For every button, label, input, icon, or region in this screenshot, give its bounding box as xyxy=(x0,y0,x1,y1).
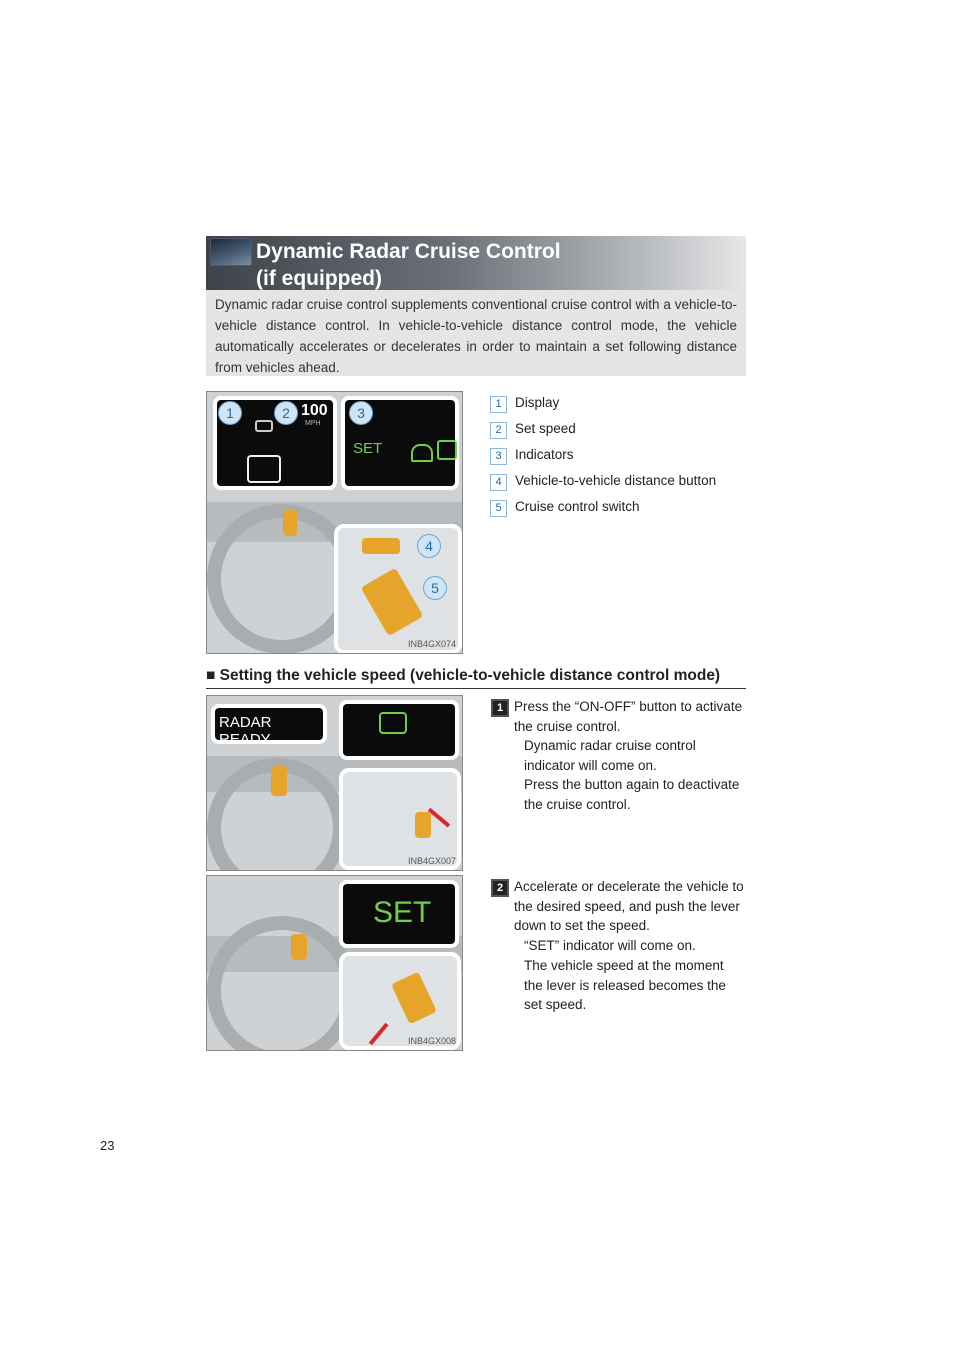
set-display xyxy=(339,880,459,948)
legend-label: Cruise control switch xyxy=(515,499,640,514)
press-arrow-icon xyxy=(428,808,450,828)
page-title xyxy=(256,238,561,292)
legend-label: Display xyxy=(515,395,560,410)
callout-1: 1 xyxy=(218,401,242,425)
legend-label: Vehicle-to-vehicle distance button xyxy=(515,473,717,488)
figure-overview xyxy=(206,391,463,654)
radar-cruise-indicator-icon xyxy=(379,712,407,734)
step-number: 2 xyxy=(491,879,509,897)
cruise-lever-shape xyxy=(391,972,437,1025)
step-text: Accelerate or decelerate the vehicle to the desired speed, and push the lever down to set the speed. xyxy=(514,879,744,933)
legend-number: 2 xyxy=(490,422,507,439)
legend-number: 1 xyxy=(490,396,507,413)
figure-set-speed xyxy=(206,875,463,1051)
header-thumbnail-image xyxy=(210,238,252,266)
step-text: Press the “ON-OFF” button to activate the cruise control. xyxy=(514,699,743,734)
cruise-indicator-icon xyxy=(411,444,433,462)
figure-code: INB4GX074 xyxy=(407,639,456,649)
push-down-arrow-icon xyxy=(369,1023,389,1045)
step-subtext: The vehicle speed at the moment the lever is released becomes the set speed. xyxy=(524,958,726,1012)
section-divider xyxy=(206,688,746,689)
distance-button-shape xyxy=(362,538,400,554)
lever-highlight xyxy=(271,766,287,796)
step-number: 1 xyxy=(491,699,509,717)
callout-2: 2 xyxy=(274,401,298,425)
radar-ready-display xyxy=(211,704,327,748)
switch-inset xyxy=(339,768,461,870)
legend-label: Set speed xyxy=(515,421,576,436)
lever-highlight xyxy=(291,934,307,960)
step-subtext: Press the button again to deactivate the cruise control. xyxy=(524,777,740,812)
legend-number: 4 xyxy=(490,474,507,491)
radar-ready-text: RADAR READY xyxy=(219,714,272,748)
callout-4: 4 xyxy=(417,534,441,558)
own-car-icon xyxy=(247,455,281,483)
title-line-1: Dynamic Radar Cruise Control xyxy=(256,240,561,263)
step-subtext: Dynamic radar cruise control indicator will come on. xyxy=(524,738,696,773)
callout-3: 3 xyxy=(349,401,373,425)
speed-readout: 100 xyxy=(301,402,328,419)
radar-indicator-display xyxy=(339,700,459,760)
lever-highlight xyxy=(283,510,297,536)
legend-number: 3 xyxy=(490,448,507,465)
cruise-lever-shape xyxy=(361,568,424,636)
page-number: 23 xyxy=(100,1138,115,1153)
figure-radar-ready xyxy=(206,695,463,871)
intro-text: Dynamic radar cruise control supplements conventional cruise control with a vehicle-to-vehicle distance control. In vehicle-to-vehicle distance control mode, the vehicle automatically accelerates or decelerates in order to maintain a set following distance from vehicles ahead. xyxy=(215,297,737,375)
figure-code: INB4GX008 xyxy=(407,1036,456,1046)
set-indicator-text: SET xyxy=(373,896,432,929)
speed-unit: MPH xyxy=(305,420,321,427)
on-off-button-shape xyxy=(415,812,431,838)
legend-label: Indicators xyxy=(515,447,574,462)
section-heading: ■ Setting the vehicle speed (vehicle-to-vehicle distance control mode) xyxy=(206,667,721,684)
legend-number: 5 xyxy=(490,500,507,517)
callout-5: 5 xyxy=(423,576,447,600)
lead-car-icon xyxy=(255,420,273,432)
radar-indicator-icon xyxy=(437,440,457,460)
title-line-2: (if equipped) xyxy=(256,267,382,290)
figure-code: INB4GX007 xyxy=(407,856,456,866)
set-indicator-text: SET xyxy=(353,440,383,457)
step-subtext: “SET” indicator will come on. xyxy=(524,938,696,953)
